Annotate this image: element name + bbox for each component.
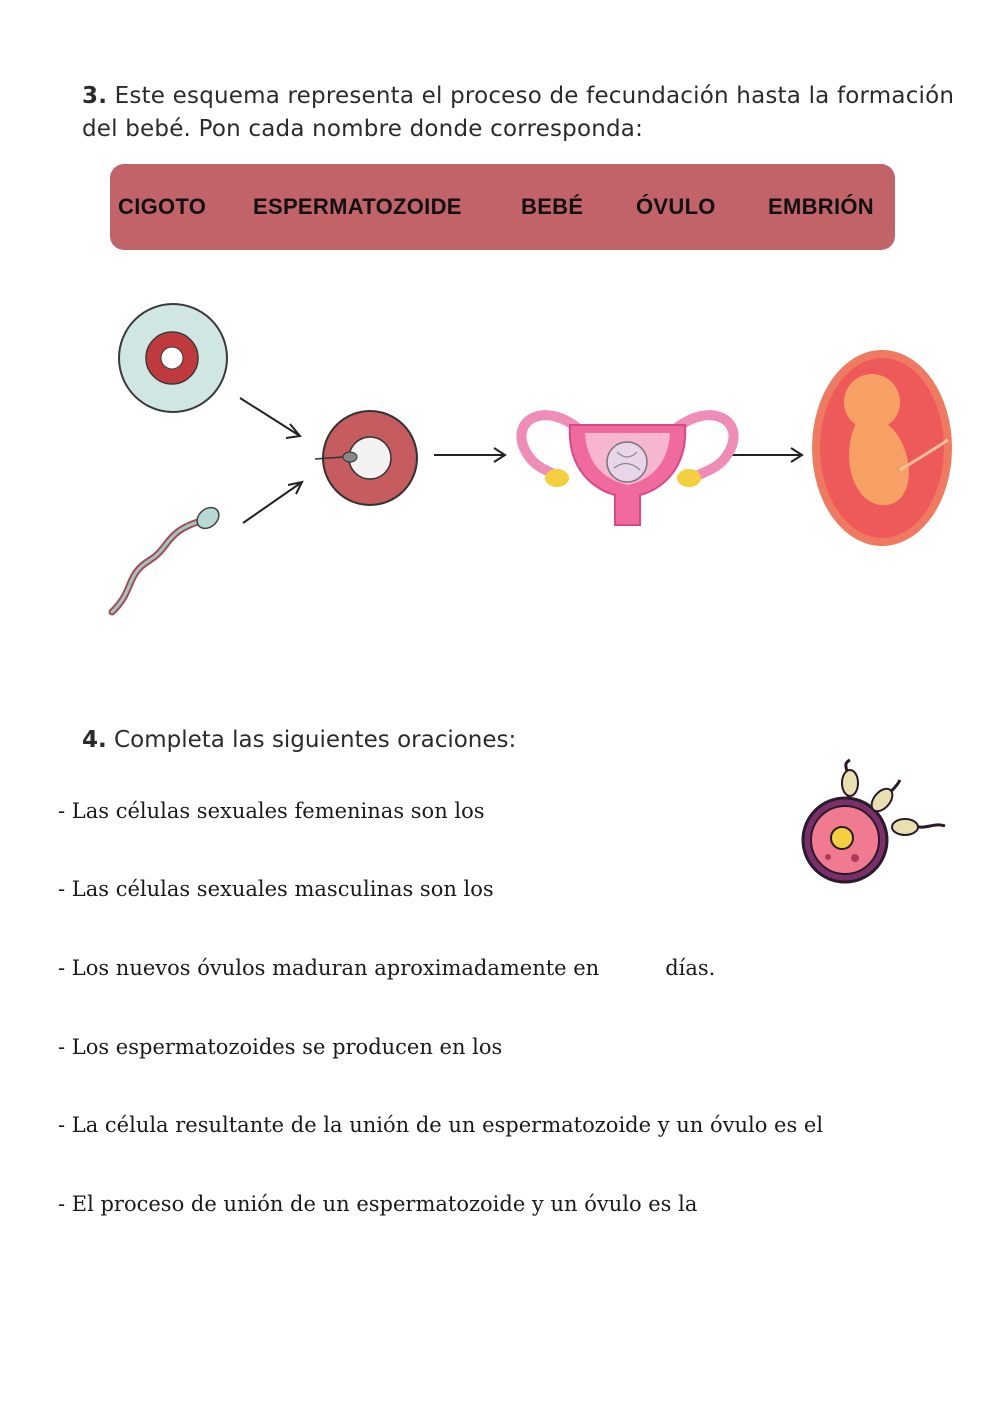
fertilization-diagram [0,290,1000,640]
uterus-icon [521,415,733,525]
zygote-icon [315,411,417,505]
sentence-6: - El proceso de unión de un espermatozoide y un óvulo es la [58,1192,698,1216]
egg-cell-icon [119,304,227,412]
sentence-3-text: - Los nuevos óvulos maduran aproximadamente en [58,956,600,980]
sentence-2: - Las células sexuales masculinas son los [58,877,494,901]
fetus-icon [812,350,952,546]
sentence-1: - Las células sexuales femeninas son los [58,799,485,823]
word-espermatozoide[interactable]: ESPERMATOZOIDE [253,194,462,219]
fertilization-icon [795,735,955,895]
sentence-3 [58,956,715,980]
question-3-text: Este esquema representa el proceso de fecundación hasta la formación del bebé. Pon cada nombre donde corresponda: [82,83,955,142]
question-4-number: 4. [82,727,107,753]
word-bank [110,164,895,250]
question-3-number: 3. [82,83,108,109]
sentence-3-suffix: días. [665,956,716,980]
question-4-text: Completa las siguientes oraciones: [106,727,517,753]
word-ovulo[interactable]: ÓVULO [636,194,716,219]
question-3 [82,80,962,146]
sperm-icon [112,503,223,612]
sentence-4: - Los espermatozoides se producen en los [58,1035,503,1059]
word-cigoto[interactable]: CIGOTO [118,194,207,219]
question-4 [82,724,516,757]
word-bebe[interactable]: BEBÉ [521,194,584,219]
sentence-5: - La célula resultante de la unión de un espermatozoide y un óvulo es el [58,1113,824,1137]
word-embrion[interactable]: EMBRIÓN [768,194,874,219]
